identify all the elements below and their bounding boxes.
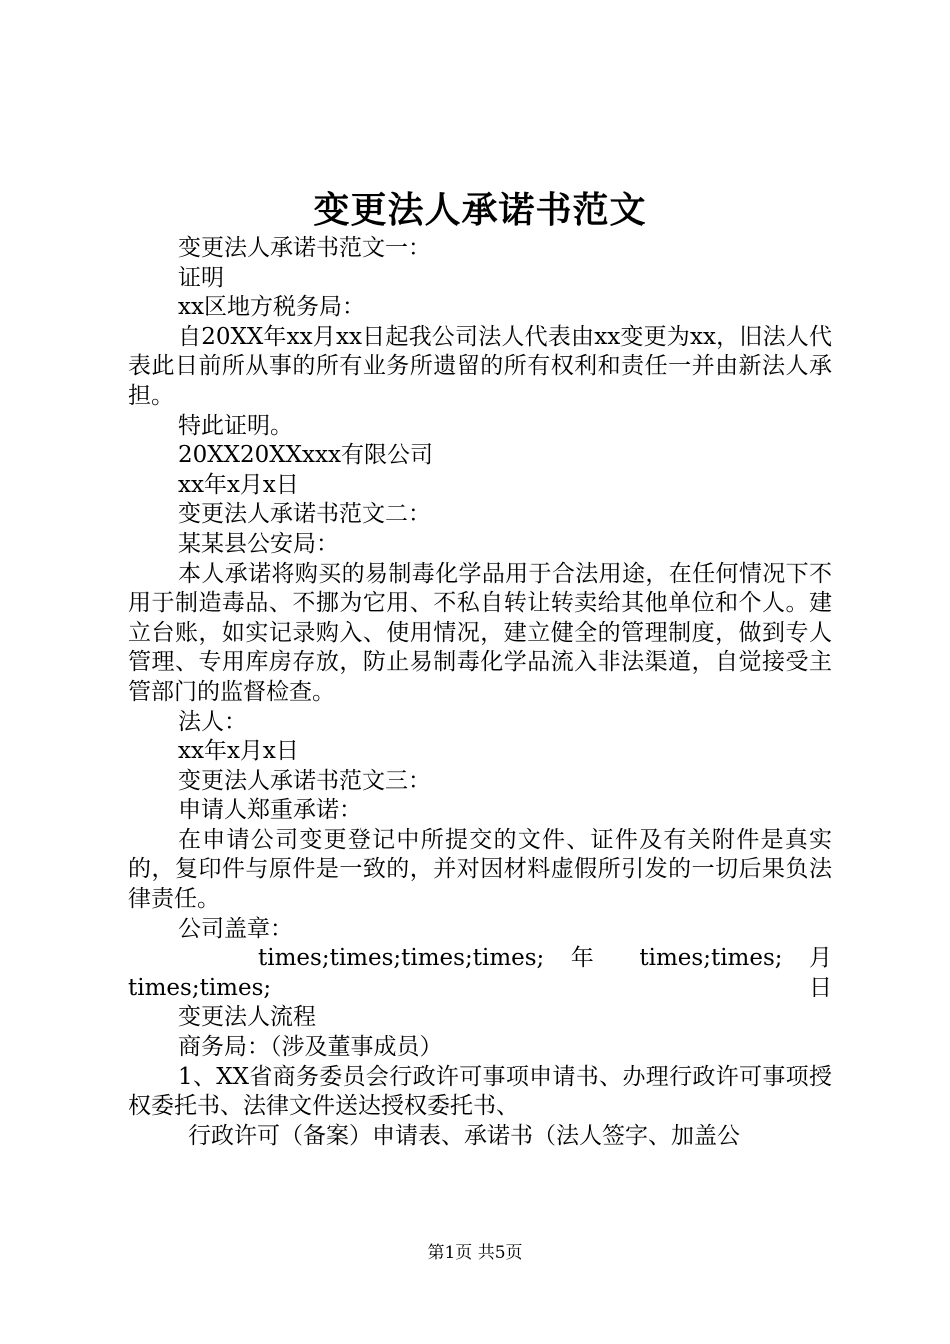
paragraph-police-bureau: 某某县公安局：	[178, 530, 339, 557]
paragraph-commerce-bureau: 商务局：（涉及董事成员）	[178, 1034, 443, 1061]
paragraph-process-heading: 变更法人流程	[178, 1004, 316, 1031]
paragraph-company-name: 20XX20XXxxx有限公司	[178, 442, 433, 469]
paragraph-times-date: times;times;times;times; 年 times;times; 月 times;times;日	[128, 945, 832, 1001]
paragraph-section-three-heading: 变更法人承诺书范文三：	[178, 767, 431, 794]
document-title: 变更法人承诺书范文	[313, 189, 647, 231]
document-page	[128, 186, 832, 1151]
paragraph-date-one: xx年x月x日	[178, 471, 299, 498]
paragraph-section-one-heading: 变更法人承诺书范文一：	[178, 235, 431, 261]
paragraph-date-two: xx年x月x日	[178, 738, 299, 765]
paragraph-tax-bureau: xx区地方税务局：	[178, 294, 365, 321]
paragraph-change-statement: 自20XX年xx月xx日起我公司法人代表由xx变更为xx，旧法人代表此日前所从事的所有业务所遗留的所有权利和责任一并由新法人承担。	[128, 323, 832, 409]
paragraph-company-seal: 公司盖章：	[178, 915, 293, 942]
paragraph-item-one-continued: 行政许可（备案）申请表、承诺书（法人签字、加盖公	[188, 1122, 740, 1149]
paragraph-chemical-promise: 本人承诺将购买的易制毒化学品用于合法用途，在任何情况下不用于制造毒品、不挪为它用、不私自转让转卖给其他单位和个人。建立台账，如实记录购入、使用情况，建立健全的管理制度，做到专人管理、专用库房存放，防止易制毒化学品流入非法渠道，自觉接受主管部门的监督检查。	[128, 560, 832, 705]
paragraph-certificate-label: 证明	[178, 264, 224, 291]
paragraph-section-two-heading: 变更法人承诺书范文二：	[178, 501, 431, 528]
page-footer: 第1页 共5页	[427, 1243, 523, 1263]
paragraph-item-one: 1、XX省商务委员会行政许可事项申请书、办理行政许可事项授权委托书、法律文件送达授权委托书、	[128, 1063, 832, 1120]
paragraph-hereby-certify: 特此证明。	[178, 412, 293, 439]
paragraph-documents-truthful: 在申请公司变更登记中所提交的文件、证件及有关附件是真实的，复印件与原件是一致的，并对因材料虚假所引发的一切后果负法律责任。	[128, 826, 832, 913]
paragraph-applicant-promise: 申请人郑重承诺：	[178, 797, 362, 824]
paragraph-legal-person: 法人：	[178, 708, 247, 735]
